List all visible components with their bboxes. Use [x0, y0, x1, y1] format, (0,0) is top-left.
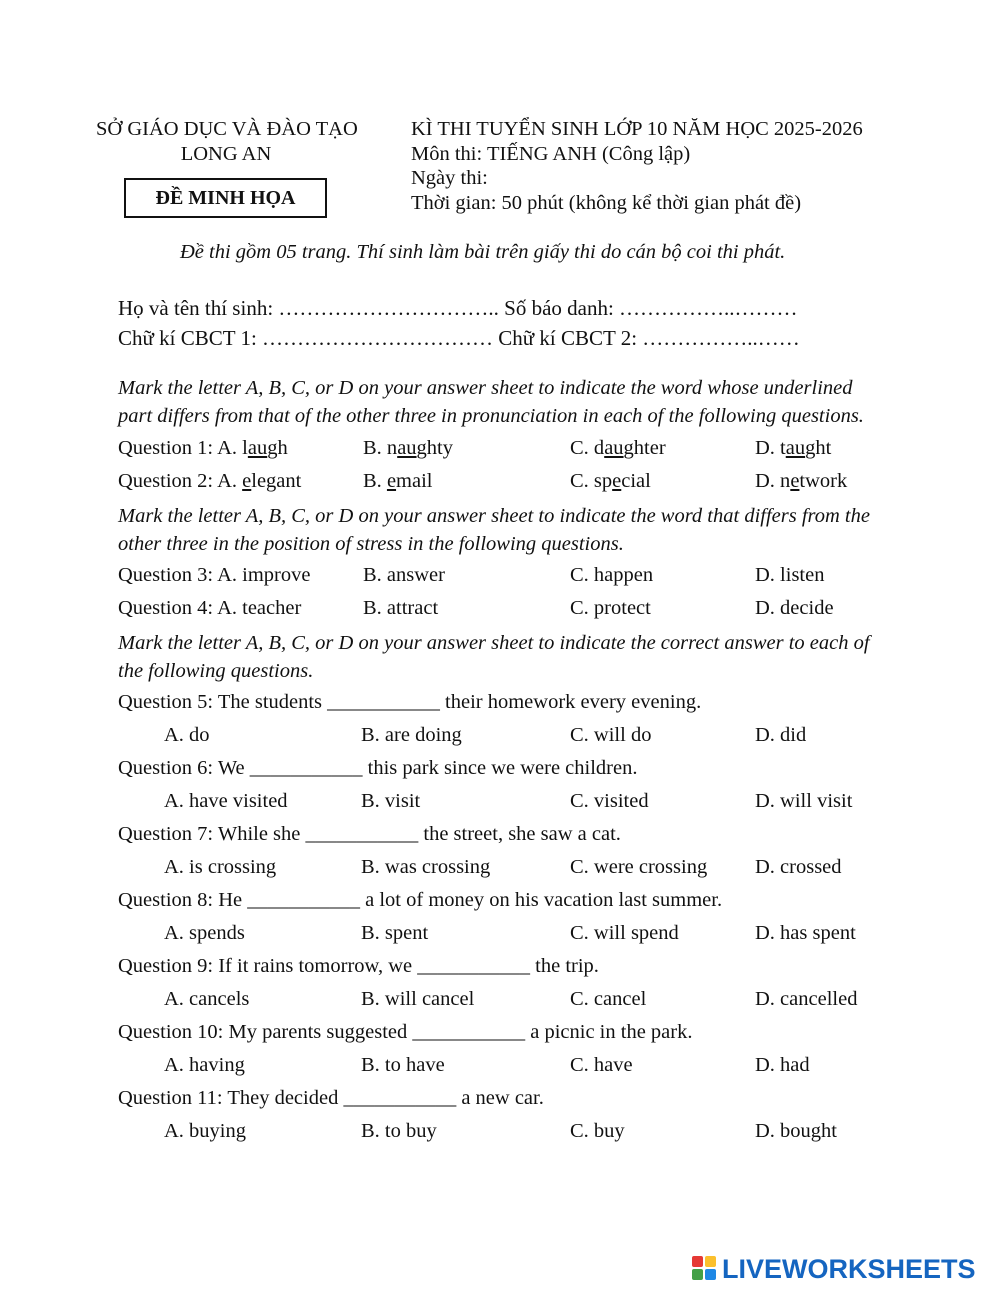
question-2	[118, 470, 898, 498]
option-c: C. daughter	[570, 437, 666, 459]
exam-subject: Môn thi: TIẾNG ANH (Công lập)	[411, 143, 691, 165]
option-d: D. network	[755, 470, 848, 492]
option-b: B. to have	[361, 1054, 445, 1076]
exam-duration: Thời gian: 50 phút (không kể thời gian phát đề)	[411, 192, 802, 214]
option-a: A. spends	[164, 922, 245, 944]
question-10-options	[118, 1054, 898, 1082]
liveworksheets-watermark[interactable]	[692, 1254, 976, 1284]
option-c: C. will spend	[570, 922, 679, 944]
signature-line: Chữ kí CBCT 1: …………………………… Chữ kí CBCT 2: ……………..……	[118, 326, 800, 350]
question-6-options	[118, 790, 898, 818]
option-b: B. attract	[363, 597, 439, 619]
option-c: C. happen	[570, 564, 654, 586]
question-1	[118, 437, 898, 465]
option-d: D. has spent	[755, 922, 856, 944]
section-instruction-pronunciation: Mark the letter A, B, C, or D on your answer sheet to indicate the word whose underlined part differs from that of the other three in pronunciation in each of the following questions.	[118, 377, 864, 427]
option-a: A. have visited	[164, 790, 288, 812]
section-instruction-grammar: Mark the letter A, B, C, or D on your answer sheet to indicate the correct answer to each of the following questions.	[118, 632, 870, 682]
section-instruction-stress: Mark the letter A, B, C, or D on your answer sheet to indicate the word that differs from the other three in the position of stress in the following questions.	[118, 505, 870, 555]
option-c: C. special	[570, 470, 651, 492]
option-a: Question 1: A. laugh	[118, 437, 288, 459]
option-d: D. decide	[755, 597, 834, 619]
question-9-options	[118, 988, 898, 1016]
question-7-stem: Question 7: While she ___________ the street, she saw a cat.	[118, 823, 621, 845]
option-a: Question 4: A. teacher	[118, 597, 302, 619]
department-name: SỞ GIÁO DỤC VÀ ĐÀO TẠO	[96, 118, 358, 140]
option-c: C. visited	[570, 790, 649, 812]
candidate-name-line: Họ và tên thí sinh: ………………………….. Số báo danh: ……………..………	[118, 296, 798, 320]
question-3	[118, 564, 898, 592]
option-d: D. will visit	[755, 790, 853, 812]
option-a: A. buying	[164, 1120, 246, 1142]
option-c: C. cancel	[570, 988, 647, 1010]
option-a: A. is crossing	[164, 856, 277, 878]
option-d: D. crossed	[755, 856, 842, 878]
option-b: B. naughty	[363, 437, 453, 459]
option-d: D. had	[755, 1054, 810, 1076]
option-c: C. will do	[570, 724, 652, 746]
option-b: B. to buy	[361, 1120, 437, 1142]
question-8-options	[118, 922, 898, 950]
exam-date: Ngày thi:	[411, 167, 488, 189]
question-5-options	[118, 724, 898, 752]
question-10-stem: Question 10: My parents suggested ___________ a picnic in the park.	[118, 1021, 693, 1043]
question-11-stem: Question 11: They decided ___________ a new car.	[118, 1087, 544, 1109]
question-5-stem: Question 5: The students ___________ their homework every evening.	[118, 691, 702, 713]
option-a: Question 3: A. improve	[118, 564, 311, 586]
option-a: A. cancels	[164, 988, 250, 1010]
question-6-stem: Question 6: We ___________ this park since we were children.	[118, 757, 638, 779]
option-b: B. answer	[363, 564, 445, 586]
exam-note: Đề thi gồm 05 trang. Thí sinh làm bài trên giấy thi do cán bộ coi thi phát.	[180, 241, 786, 263]
option-d: D. cancelled	[755, 988, 858, 1010]
question-7-options	[118, 856, 898, 884]
option-a: A. do	[164, 724, 210, 746]
option-d: D. did	[755, 724, 807, 746]
option-c: C. were crossing	[570, 856, 708, 878]
option-c: C. protect	[570, 597, 651, 619]
question-4	[118, 597, 898, 625]
option-a: A. having	[164, 1054, 245, 1076]
option-b: B. visit	[361, 790, 421, 812]
option-d: D. bought	[755, 1120, 837, 1142]
option-b: B. are doing	[361, 724, 462, 746]
option-b: B. will cancel	[361, 988, 475, 1010]
exam-title: KÌ THI TUYỂN SINH LỚP 10 NĂM HỌC 2025-2026	[411, 118, 863, 140]
province-name: LONG AN	[180, 143, 272, 165]
question-11-options	[118, 1120, 898, 1148]
question-9-stem: Question 9: If it rains tomorrow, we ___________ the trip.	[118, 955, 599, 977]
liveworksheets-logo-icon	[692, 1256, 718, 1282]
option-d: D. listen	[755, 564, 825, 586]
liveworksheets-logo-text: LIVEWORKSHEETS	[722, 1253, 976, 1284]
option-d: D. taught	[755, 437, 832, 459]
option-b: B. spent	[361, 922, 429, 944]
option-b: B. was crossing	[361, 856, 491, 878]
sample-exam-label: ĐỀ MINH HỌA	[155, 186, 296, 209]
sample-exam-box	[124, 178, 327, 218]
option-c: C. buy	[570, 1120, 625, 1142]
option-c: C. have	[570, 1054, 633, 1076]
option-b: B. email	[363, 470, 433, 492]
option-a: Question 2: A. elegant	[118, 470, 302, 492]
question-8-stem: Question 8: He ___________ a lot of money on his vacation last summer.	[118, 889, 723, 911]
